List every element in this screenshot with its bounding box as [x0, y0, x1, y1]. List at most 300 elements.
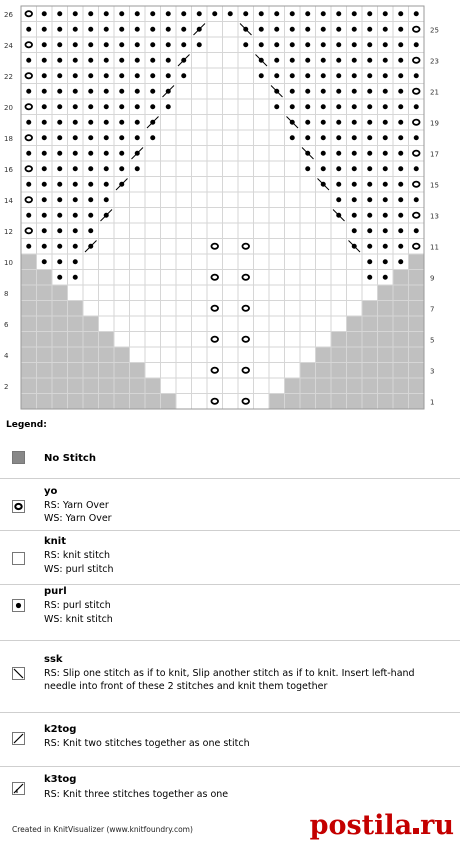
purl-mark	[274, 42, 279, 47]
purl-mark	[150, 104, 155, 109]
purl-mark	[104, 89, 109, 94]
purl-mark	[57, 151, 62, 156]
purl-mark	[383, 275, 388, 280]
row-number-right: 21	[430, 88, 439, 97]
purl-mark	[119, 89, 124, 94]
row-number-left: 14	[4, 196, 13, 205]
purl-mark	[150, 27, 155, 32]
purl-mark	[336, 58, 341, 63]
legend-name: purl	[44, 586, 67, 597]
purl-mark	[73, 27, 78, 32]
purl-mark	[135, 11, 140, 16]
legend-rs: RS: purl stitch	[44, 600, 111, 611]
purl-mark	[166, 42, 171, 47]
purl-mark	[73, 275, 78, 280]
legend-rs: RS: Yarn Over	[44, 500, 109, 511]
purl-mark	[135, 135, 140, 140]
purl-mark	[135, 104, 140, 109]
purl-mark	[57, 197, 62, 202]
nostitch-cell	[393, 301, 409, 317]
nostitch-cell	[331, 394, 347, 410]
purl-mark	[119, 151, 124, 156]
purl-mark	[352, 197, 357, 202]
purl-mark	[42, 135, 47, 140]
purl-mark	[383, 89, 388, 94]
purl-mark	[305, 42, 310, 47]
yo-icon	[12, 500, 25, 513]
purl-mark	[290, 42, 295, 47]
purl-mark	[305, 104, 310, 109]
row-number-right: 1	[430, 398, 435, 407]
row-number-left: 22	[4, 72, 13, 81]
nostitch-cell	[21, 347, 37, 363]
purl-mark	[383, 182, 388, 187]
nostitch-cell	[393, 378, 409, 394]
row-number-right: 17	[430, 150, 439, 159]
purl-mark	[290, 104, 295, 109]
purl-mark	[88, 182, 93, 187]
purl-mark	[73, 42, 78, 47]
purl-mark	[104, 197, 109, 202]
purl-mark	[88, 42, 93, 47]
nostitch-cell	[409, 363, 425, 379]
purl-mark	[150, 42, 155, 47]
purl-mark	[181, 42, 186, 47]
purl-mark	[398, 120, 403, 125]
purl-mark	[104, 11, 109, 16]
row-number-left: 18	[4, 134, 13, 143]
purl-mark	[414, 135, 419, 140]
nostitch-cell	[68, 316, 84, 332]
purl-mark	[57, 11, 62, 16]
nostitch-cell	[21, 301, 37, 317]
purl-mark	[383, 228, 388, 233]
purl-mark	[367, 89, 372, 94]
purl-mark	[367, 182, 372, 187]
purl-mark	[104, 27, 109, 32]
purl-mark	[259, 27, 264, 32]
purl-mark	[305, 135, 310, 140]
nostitch-cell	[393, 316, 409, 332]
nostitch-cell	[37, 394, 53, 410]
purl-mark	[104, 120, 109, 125]
purl-mark	[104, 151, 109, 156]
purl-mark	[352, 104, 357, 109]
nostitch-cell	[362, 316, 378, 332]
purl-mark	[73, 182, 78, 187]
purl-mark	[135, 58, 140, 63]
nostitch-cell	[409, 347, 425, 363]
purl-mark	[398, 259, 403, 264]
nostitch-cell	[52, 378, 68, 394]
purl-mark	[119, 27, 124, 32]
purl-mark	[367, 228, 372, 233]
nostitch-cell	[83, 347, 99, 363]
nostitch-cell	[99, 332, 115, 348]
purl-mark	[104, 166, 109, 171]
purl-mark	[414, 42, 419, 47]
nostitch-cell	[114, 347, 130, 363]
row-number-left: 8	[4, 289, 9, 298]
k3tog-icon	[12, 782, 25, 795]
purl-mark	[73, 151, 78, 156]
purl-mark	[212, 11, 217, 16]
nostitch-cell	[347, 316, 363, 332]
purl-mark	[57, 120, 62, 125]
purl-mark	[259, 73, 264, 78]
purl-mark	[367, 58, 372, 63]
purl-mark	[119, 135, 124, 140]
nostitch-cell	[347, 347, 363, 363]
purl-mark	[166, 104, 171, 109]
nostitch-cell	[393, 363, 409, 379]
purl-mark	[73, 89, 78, 94]
nostitch-cell	[83, 378, 99, 394]
purl-mark	[57, 166, 62, 171]
nostitch-cell	[331, 363, 347, 379]
row-number-right: 13	[430, 212, 439, 221]
nostitch-cell	[52, 363, 68, 379]
purl-mark	[398, 166, 403, 171]
purl-mark	[57, 135, 62, 140]
purl-mark	[88, 135, 93, 140]
purl-mark	[135, 27, 140, 32]
nostitch-cell	[130, 394, 146, 410]
purl-mark	[88, 58, 93, 63]
purl-mark	[104, 182, 109, 187]
purl-mark	[73, 166, 78, 171]
purl-mark	[135, 73, 140, 78]
purl-mark	[150, 11, 155, 16]
nostitch-cell	[83, 394, 99, 410]
purl-mark	[259, 42, 264, 47]
purl-mark	[367, 151, 372, 156]
purl-mark	[26, 58, 31, 63]
nostitch-cell	[331, 332, 347, 348]
nostitch-cell	[161, 394, 177, 410]
purl-mark	[367, 275, 372, 280]
watermark-logo: postila ru	[309, 810, 454, 841]
purl-mark	[181, 11, 186, 16]
purl-mark	[88, 120, 93, 125]
purl-mark	[321, 58, 326, 63]
purl-mark	[398, 89, 403, 94]
purl-mark	[73, 135, 78, 140]
purl-mark	[398, 228, 403, 233]
purl-mark	[73, 120, 78, 125]
row-number-right: 11	[430, 243, 439, 252]
nostitch-cell	[269, 394, 285, 410]
purl-mark	[73, 244, 78, 249]
purl-mark	[73, 11, 78, 16]
purl-mark	[57, 58, 62, 63]
purl-mark	[305, 120, 310, 125]
legend-item-k3tog	[0, 766, 460, 812]
legend-item-knit	[0, 530, 460, 585]
purl-mark	[305, 58, 310, 63]
nostitch-cell	[409, 301, 425, 317]
purl-mark	[321, 73, 326, 78]
purl-mark	[352, 228, 357, 233]
purl-mark	[414, 197, 419, 202]
nostitch-cell	[409, 285, 425, 301]
purl-mark	[383, 58, 388, 63]
purl-mark	[57, 259, 62, 264]
nostitch-cell	[409, 332, 425, 348]
purl-mark	[26, 244, 31, 249]
purl-mark	[352, 42, 357, 47]
purl-mark	[135, 89, 140, 94]
nostitch-cell	[37, 316, 53, 332]
row-number-right: 19	[430, 119, 439, 128]
row-number-right: 15	[430, 181, 439, 190]
legend-name: yo	[44, 486, 58, 497]
purl-mark	[367, 135, 372, 140]
purl-mark	[352, 58, 357, 63]
purl-mark	[398, 104, 403, 109]
nostitch-cell	[347, 394, 363, 410]
purl-mark	[414, 73, 419, 78]
nostitch-cell	[362, 378, 378, 394]
nostitch-cell	[37, 347, 53, 363]
nostitch-cell	[300, 394, 316, 410]
nostitch-cell	[83, 316, 99, 332]
purl-mark	[383, 166, 388, 171]
row-number-right: 7	[430, 305, 435, 314]
purl-mark	[398, 213, 403, 218]
nostitch-cell	[145, 378, 161, 394]
purl-mark	[321, 135, 326, 140]
nostitch-cell	[37, 363, 53, 379]
nostitch-cell	[68, 394, 84, 410]
purl-mark	[42, 42, 47, 47]
purl-mark	[383, 135, 388, 140]
nostitch-cell	[68, 332, 84, 348]
nostitch-cell	[347, 378, 363, 394]
purl-mark	[290, 89, 295, 94]
nostitch-cell	[378, 301, 394, 317]
purl-mark	[104, 135, 109, 140]
purl-mark	[367, 259, 372, 264]
purl-mark	[398, 244, 403, 249]
nostitch-cell	[362, 363, 378, 379]
nostitch-cell	[114, 378, 130, 394]
purl-mark	[367, 166, 372, 171]
nostitch-cell	[378, 363, 394, 379]
nostitch-cell	[21, 270, 37, 286]
nostitch-cell	[37, 301, 53, 317]
nostitch-cell	[331, 378, 347, 394]
purl-mark	[383, 259, 388, 264]
purl-mark	[398, 151, 403, 156]
purl-mark	[321, 42, 326, 47]
nostitch-cell	[378, 378, 394, 394]
legend-rs: RS: knit stitch	[44, 550, 111, 561]
purl-mark	[166, 58, 171, 63]
purl-mark	[274, 73, 279, 78]
purl-mark	[290, 11, 295, 16]
nostitch-cell	[68, 363, 84, 379]
nostitch-cell	[362, 332, 378, 348]
purl-mark	[119, 120, 124, 125]
purl-mark	[26, 89, 31, 94]
purl-mark	[336, 151, 341, 156]
footer-credit: Created in KnitVisualizer (www.knitfoundry.com)	[12, 825, 193, 834]
row-number-left: 10	[4, 258, 13, 267]
row-number-right: 3	[430, 367, 435, 376]
purl-mark	[367, 42, 372, 47]
purl-mark	[57, 275, 62, 280]
purl-mark	[104, 104, 109, 109]
purl-mark	[228, 11, 233, 16]
purl-mark	[88, 213, 93, 218]
purl-mark	[383, 120, 388, 125]
row-number-left: 26	[4, 10, 13, 19]
purl-mark	[57, 89, 62, 94]
purl-mark	[414, 166, 419, 171]
purl-mark	[42, 104, 47, 109]
legend-name: k3tog	[44, 774, 77, 785]
legend-name: ssk	[44, 654, 63, 665]
purl-mark	[398, 11, 403, 16]
purl-mark	[119, 42, 124, 47]
purl-mark	[88, 73, 93, 78]
row-number-left: 20	[4, 103, 13, 112]
purl-mark	[383, 213, 388, 218]
purl-mark	[305, 73, 310, 78]
purl-mark	[352, 135, 357, 140]
purl-mark	[73, 259, 78, 264]
purl-mark	[305, 11, 310, 16]
purl-mark	[398, 135, 403, 140]
nostitch-cell	[52, 301, 68, 317]
purl-mark	[336, 120, 341, 125]
knitting-chart	[0, 0, 460, 415]
row-number-right: 9	[430, 274, 435, 283]
purl-mark	[135, 120, 140, 125]
nostitch-cell	[114, 363, 130, 379]
purl-mark	[42, 182, 47, 187]
nostitch-cell	[316, 394, 332, 410]
purl-mark	[321, 120, 326, 125]
nostitch-cell	[409, 394, 425, 410]
purl-mark	[259, 11, 264, 16]
purl-mark	[383, 151, 388, 156]
nostitch-cell	[362, 394, 378, 410]
legend-item-ssk	[0, 640, 460, 713]
purl-mark	[414, 11, 419, 16]
purl-mark	[336, 104, 341, 109]
row-number-left: 2	[4, 382, 9, 391]
purl-mark	[336, 197, 341, 202]
purl-mark	[42, 228, 47, 233]
nostitch-cell	[347, 332, 363, 348]
nostitch-cell	[393, 285, 409, 301]
purl-mark	[73, 213, 78, 218]
purl-mark	[181, 73, 186, 78]
purl-mark	[383, 244, 388, 249]
row-number-right: 23	[430, 57, 439, 66]
nostitch-cell	[300, 378, 316, 394]
row-number-right: 5	[430, 336, 435, 345]
purl-mark	[150, 89, 155, 94]
purl-mark	[57, 73, 62, 78]
nostitch-cell	[37, 332, 53, 348]
knit-icon	[12, 552, 25, 565]
nostitch-cell	[68, 378, 84, 394]
purl-mark	[119, 166, 124, 171]
purl-mark	[26, 120, 31, 125]
purl-mark	[352, 73, 357, 78]
purl-mark	[321, 166, 326, 171]
nostitch-cell	[21, 316, 37, 332]
purl-mark	[305, 166, 310, 171]
purl-mark	[367, 120, 372, 125]
nostitch-cell	[21, 378, 37, 394]
nostitch-cell	[52, 285, 68, 301]
purl-mark	[352, 166, 357, 171]
row-number-left: 6	[4, 320, 9, 329]
purl-mark	[26, 151, 31, 156]
purl-mark	[321, 89, 326, 94]
row-number-left: 12	[4, 227, 13, 236]
purl-mark	[290, 73, 295, 78]
row-number-left: 4	[4, 351, 9, 360]
nostitch-cell	[393, 332, 409, 348]
purl-mark	[73, 73, 78, 78]
row-number-left: 16	[4, 165, 13, 174]
nostitch-cell	[316, 378, 332, 394]
purl-mark	[42, 244, 47, 249]
purl-mark	[383, 197, 388, 202]
purl-mark	[42, 58, 47, 63]
purl-mark	[135, 42, 140, 47]
purl-mark	[321, 27, 326, 32]
purl-mark	[73, 58, 78, 63]
purl-mark	[352, 151, 357, 156]
purl-mark	[57, 42, 62, 47]
purl-mark	[305, 89, 310, 94]
legend-rs: RS: Knit two stitches together as one stitch	[44, 738, 250, 749]
purl-mark	[73, 104, 78, 109]
purl-mark	[336, 135, 341, 140]
purl-mark	[104, 42, 109, 47]
purl-mark	[321, 104, 326, 109]
purl-mark	[383, 11, 388, 16]
nostitch-cell	[145, 394, 161, 410]
purl-mark	[57, 104, 62, 109]
purl-mark	[88, 228, 93, 233]
purl-mark	[119, 58, 124, 63]
nostitch-cell	[52, 332, 68, 348]
nostitch-cell	[393, 394, 409, 410]
purl-mark	[367, 104, 372, 109]
nostitch-cell	[362, 347, 378, 363]
nostitch-cell	[114, 394, 130, 410]
nostitch-cell	[393, 347, 409, 363]
purl-mark	[352, 11, 357, 16]
purl-mark	[414, 104, 419, 109]
nostitch-cell	[99, 394, 115, 410]
purl-icon	[12, 599, 25, 612]
purl-mark	[181, 27, 186, 32]
ssk-icon	[12, 667, 25, 680]
purl-mark	[42, 197, 47, 202]
purl-mark	[42, 213, 47, 218]
nostitch-cell	[347, 363, 363, 379]
purl-mark	[352, 120, 357, 125]
purl-mark	[104, 73, 109, 78]
